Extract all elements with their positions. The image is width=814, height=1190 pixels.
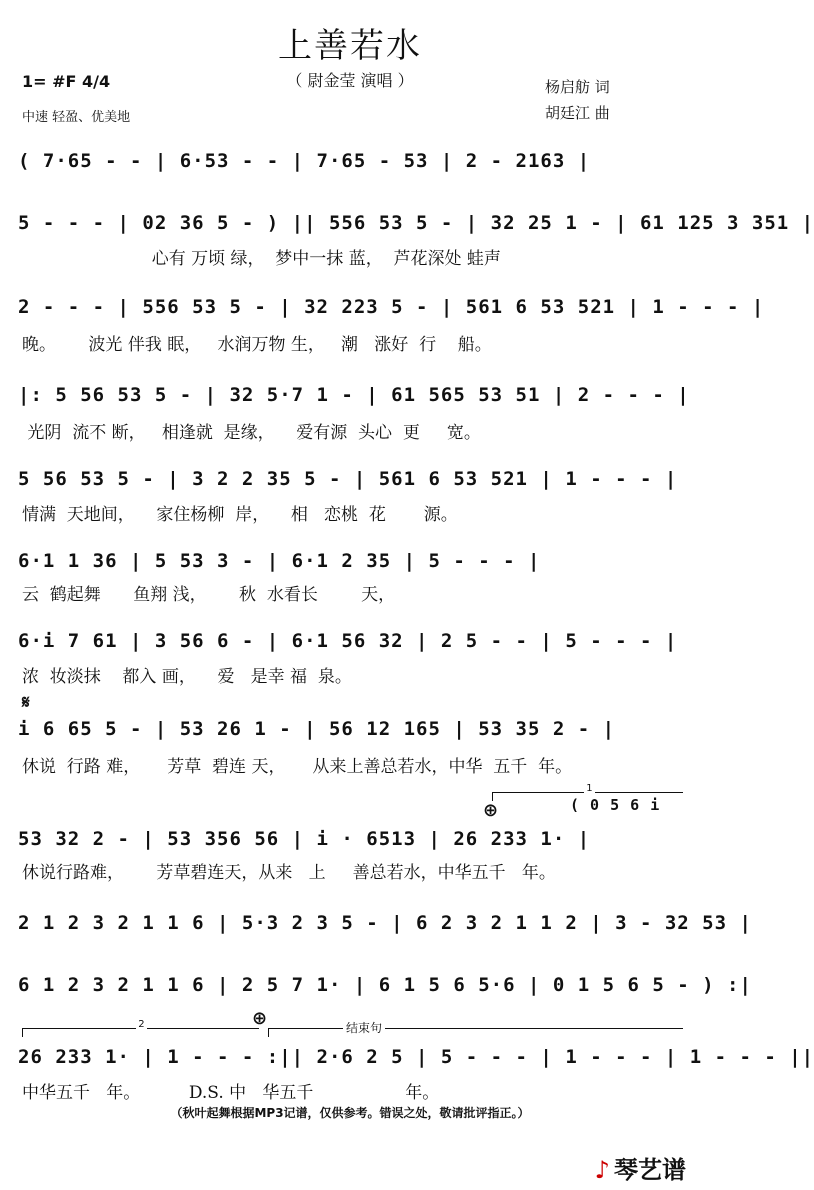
system-12-notes: 26 233 1· | 1 - - - :|| 2·6 2 5 | 5 - - - | 1 - - - | 1 - - - || bbox=[18, 1046, 814, 1068]
ending-label: 结束句 bbox=[343, 1019, 385, 1036]
volta-2-number: 2 bbox=[138, 1019, 145, 1030]
system-6-notes: 6·1 1 36 | 5 53 3 - | 6·1 2 35 | 5 - - - | bbox=[18, 550, 541, 572]
volta-1-number: 1 bbox=[586, 783, 593, 794]
system-11-notes: 6 1 2 3 2 1 1 6 | 2 5 7 1· | 6 1 5 6 5·6 | 0 1 5 6 5 - ) :| bbox=[18, 974, 752, 996]
volta-bracket-2 bbox=[22, 1019, 259, 1037]
system-5-notes: 5 56 53 5 - | 3 2 2 35 5 - | 561 6 53 521 | 1 - - - | bbox=[18, 468, 678, 490]
system-6-lyrics: 云 鹤起舞 鱼翔 浅， 秋 水看长 天， bbox=[22, 585, 396, 605]
ending-bracket bbox=[268, 1028, 683, 1037]
system-12-lyrics: 中华五千 年。 D.S. 中 华五千 年。 bbox=[22, 1083, 440, 1103]
system-10-notes: 2 1 2 3 2 1 1 6 | 5·3 2 3 5 - | 6 2 3 2 1 1 2 | 3 - 32 53 | bbox=[18, 912, 752, 934]
key-signature: 1= #F 4/4 bbox=[22, 72, 111, 91]
composer: 胡廷江 曲 bbox=[545, 104, 610, 122]
logo-icon: ♪ bbox=[594, 1156, 610, 1184]
song-title: 上善若水 bbox=[278, 26, 422, 66]
system-1-notes: ( 7·65 - - | 6·53 - - | 7·65 - 53 | 2 - 2163 | bbox=[18, 150, 591, 172]
tempo-marking: 中速 轻盈、优美地 bbox=[22, 110, 131, 125]
system-8-notes: i 6 65 5 - | 53 26 1 - | 56 12 165 | 53 35 2 - | bbox=[18, 718, 616, 740]
system-8-lyrics: 休说 行路 难， 芳草 碧连 天， 从来上善总若水，中华 五千 年。 bbox=[22, 757, 573, 777]
pickup-notes: ( 0 5 6 i bbox=[570, 796, 661, 814]
system-9-lyrics: 休说行路难， 芳草碧连天，从来 上 善总若水，中华五千 年。 bbox=[22, 863, 556, 883]
lyricist: 杨启舫 词 bbox=[545, 78, 610, 96]
system-5-lyrics: 情满 天地间， 家住杨柳 岸， 相 恋桃 花 源。 bbox=[22, 505, 458, 525]
system-2-lyrics: 心有 万顷 绿， 梦中一抹 蓝， 芦花深处 蛙声 bbox=[22, 249, 501, 269]
brand-logo bbox=[595, 1150, 686, 1185]
system-4-lyrics: 光阴 流不 断， 相逢就 是缘， 爱有源 头心 更 宽。 bbox=[22, 423, 481, 443]
transcription-note: （秋叶起舞根据MP3记谱，仅供参考。错误之处，敬请批评指正。） bbox=[170, 1106, 530, 1120]
segno-sign: 𝄋 bbox=[22, 692, 30, 713]
coda-sign: ⊕ bbox=[483, 800, 499, 821]
system-4-notes: |: 5 56 53 5 - | 32 5·7 1 - | 61 565 53 51 | 2 - - - | bbox=[18, 384, 690, 406]
brand-name: 琴艺谱 bbox=[614, 1156, 686, 1184]
system-3-notes: 2 - - - | 556 53 5 - | 32 223 5 - | 561 6 53 521 | 1 - - - | bbox=[18, 296, 765, 318]
system-7-lyrics: 浓 妆淡抹 都入 画， 爱 是幸 福 泉。 bbox=[22, 667, 352, 687]
system-3-lyrics: 晚。 波光 伴我 眠， 水润万物 生， 潮 涨好 行 船。 bbox=[22, 335, 492, 355]
performer: （ 尉金莹 演唱 ） bbox=[286, 71, 414, 90]
system-7-notes: 6·i 7 61 | 3 56 6 - | 6·1 56 32 | 2 5 - - | 5 - - - | bbox=[18, 630, 678, 652]
system-9-notes: 53 32 2 - | 53 356 56 | i · 6513 | 26 233 1· | bbox=[18, 828, 591, 850]
system-2-notes: 5 - - - | 02 36 5 - ) || 556 53 5 - | 32 25 1 - | 61 125 3 351 | bbox=[18, 212, 814, 234]
coda-sign-2: ⊕ bbox=[252, 1008, 268, 1029]
